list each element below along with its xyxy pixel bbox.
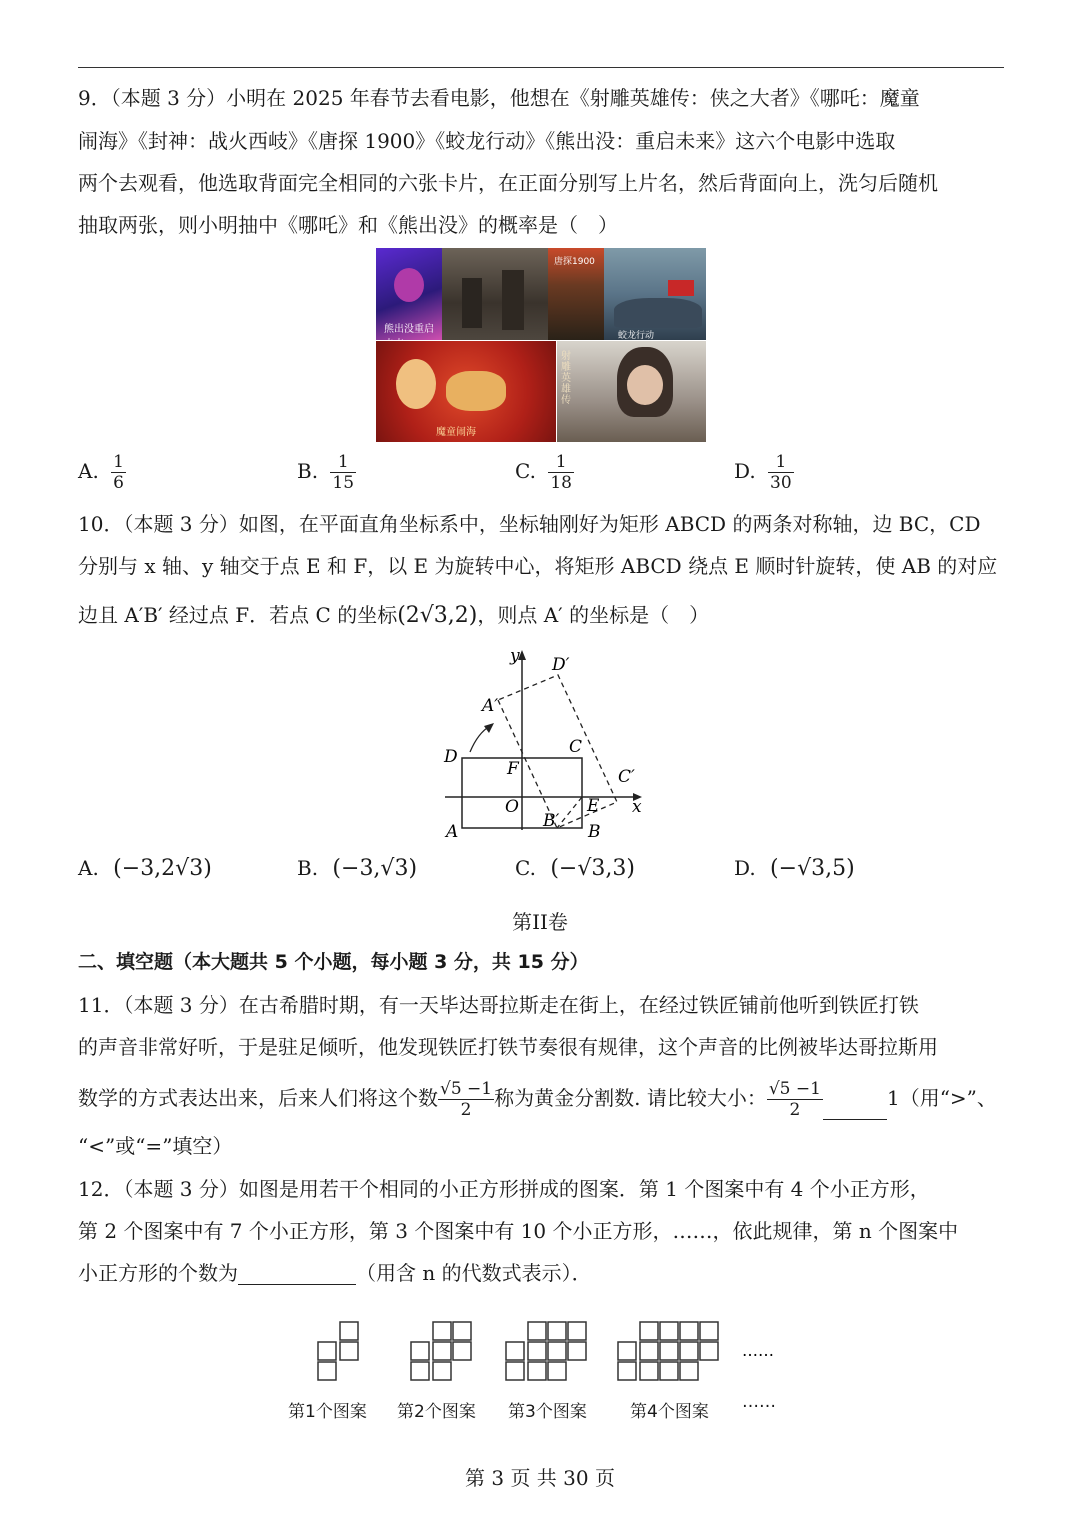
segment-e-b-prime	[557, 797, 582, 828]
label-b-prime: B′	[543, 811, 560, 831]
caption-continuation: ……	[742, 1392, 776, 1412]
option-label: C.	[515, 856, 536, 880]
label-c: C	[569, 737, 583, 757]
poster-tangtan	[548, 248, 604, 340]
pattern-3	[506, 1322, 586, 1380]
caption-pattern-2: 第2个图案	[397, 1402, 476, 1422]
q10-option-a[interactable]	[78, 856, 212, 881]
pattern-continuation-dots: ……	[742, 1341, 774, 1360]
header-rule	[78, 67, 1004, 68]
point-c-coordinate: (2√3,2)	[397, 603, 478, 628]
q10-line3-part2: ，则点 A′ 的坐标是（ ）	[477, 603, 710, 627]
q11-line2: 的声音非常好听，于是驻足倾听，他发现铁匠打铁节奏很有规律，这个声音的比例被毕达哥拉斯用	[78, 1035, 938, 1059]
caption-pattern-1: 第1个图案	[288, 1402, 367, 1422]
golden-ratio-fraction-compare	[767, 1079, 823, 1120]
denominator: 18	[550, 473, 572, 493]
pattern-2	[411, 1322, 471, 1380]
poster-bears	[376, 248, 442, 340]
q9-line4: 抽取两张，则小明抽中《哪吒》和《熊出没》的概率是（ ）	[78, 213, 618, 237]
denominator: 2	[460, 1100, 472, 1120]
label-d: D	[444, 747, 458, 767]
label-a: A	[446, 822, 459, 842]
fraction	[111, 452, 126, 493]
label-b: B	[588, 822, 601, 842]
q11-line3-part2: 称为黄金分割数. 请比较大小：	[494, 1086, 767, 1110]
q12-line3-part2: （用含 n 的代数式表示）．	[356, 1261, 592, 1285]
option-value: (−√3,5)	[770, 856, 855, 881]
caption-pattern-4: 第4个图案	[630, 1402, 709, 1422]
label-c-prime: C′	[618, 767, 635, 787]
poster-bears-title: 熊出没重启	[384, 324, 434, 335]
caption-pattern-3: 第3个图案	[508, 1402, 587, 1422]
option-label: D.	[734, 459, 756, 483]
q12-line3	[78, 1261, 592, 1285]
q12-line2: 第 2 个图案中有 7 个小正方形，第 3 个图案中有 10 个小正方形，……，依此规律，第 n 个图案中	[78, 1219, 959, 1243]
q9-option-b[interactable]	[297, 452, 356, 493]
q12-line1: 12．（本题 3 分）如图是用若干个相同的小正方形拼成的图案．第 1 个图案中有 4 个小正方形，	[78, 1177, 930, 1201]
golden-ratio-fraction	[438, 1079, 494, 1120]
label-a-prime: A′	[482, 696, 499, 716]
section-2-heading: 二、填空题（本大题共 5 个小题，每小题 3 分，共 15 分）	[78, 951, 589, 973]
square-patterns-figure	[300, 1318, 800, 1388]
label-o: O	[505, 797, 519, 817]
numerator: 1	[768, 452, 794, 473]
q9-option-c[interactable]	[515, 452, 574, 493]
rotation-arrowhead	[484, 723, 494, 733]
q10-line3-part1: 边且 A′B′ 经过点 F．若点 C 的坐标	[78, 603, 398, 627]
q10-option-b[interactable]	[297, 856, 417, 881]
option-label: A.	[78, 459, 99, 483]
denominator: 15	[332, 473, 355, 493]
numerator: 1	[548, 452, 574, 473]
option-label: A.	[78, 856, 99, 880]
q9-line2: 闹海》《封神：战火西岐》《唐探 1900》《蛟龙行动》《熊出没：重启未来》这六个电影中选取	[78, 129, 896, 153]
option-value: (−3,2√3)	[113, 856, 212, 881]
q11-line3-part1: 数学的方式表达出来，后来人们将这个数	[78, 1086, 438, 1110]
option-label: B.	[297, 856, 319, 880]
option-label: D.	[734, 856, 756, 880]
poster-shediao-title: 射雕英雄传	[561, 351, 571, 406]
q12-line3-part1: 小正方形的个数为	[78, 1261, 238, 1285]
poster-nezha-title: 魔童闹海	[436, 427, 476, 438]
pattern-4	[618, 1322, 718, 1380]
fraction	[330, 452, 356, 493]
option-label: C.	[515, 459, 536, 483]
label-y: y	[510, 646, 520, 666]
q9-line3: 两个去观看，他选取背面完全相同的六张卡片，在正面分别写上片名，然后背面向上，洗匀后随机	[78, 171, 938, 195]
label-x: x	[632, 797, 642, 817]
page-footer: 第 3 页 共 30 页	[465, 1466, 615, 1490]
q11-line4: “<”或“=”填空）	[78, 1134, 233, 1158]
fraction	[768, 452, 794, 493]
volume-heading: 第II卷	[512, 910, 568, 934]
q10-line3	[78, 603, 709, 628]
q12-answer-blank[interactable]	[238, 1264, 356, 1285]
q9-line1: 9．（本题 3 分）小明在 2025 年春节去看电影，他想在《射雕英雄传：侠之大者》《哪吒：魔童	[78, 86, 920, 110]
q11-line3	[78, 1076, 997, 1120]
q10-option-c[interactable]	[515, 856, 635, 881]
poster-tangtan-title: 唐探1900	[554, 257, 595, 267]
denominator: 6	[113, 473, 124, 493]
label-e: E	[587, 796, 600, 816]
poster-shediao	[557, 341, 706, 442]
q10-geometry-diagram	[430, 640, 660, 845]
q9-option-a[interactable]	[78, 452, 126, 493]
option-value: (−√3,3)	[550, 856, 635, 881]
movie-posters-image	[376, 248, 706, 442]
option-label: B.	[297, 459, 319, 483]
fraction	[548, 452, 574, 493]
denominator: 30	[770, 473, 792, 493]
label-d-prime: D′	[552, 655, 570, 675]
denominator: 2	[789, 1100, 801, 1120]
q11-line3-part3: 1（用“>”、	[886, 1086, 997, 1110]
option-value: (−3,√3)	[332, 856, 418, 881]
poster-jiaolong	[604, 248, 706, 340]
numerator: 1	[113, 452, 124, 472]
numerator: 1	[330, 452, 356, 473]
q10-line1: 10．（本题 3 分）如图，在平面直角坐标系中，坐标轴刚好为矩形 ABCD 的两条对称轴，边 BC，CD	[78, 512, 981, 536]
poster-fengshen	[442, 248, 548, 340]
q11-answer-blank[interactable]	[823, 1099, 887, 1120]
q9-option-d[interactable]	[734, 452, 794, 493]
label-f: F	[507, 759, 519, 779]
numerator: √5 −1	[440, 1079, 493, 1099]
poster-nezha	[376, 341, 556, 442]
q10-line2: 分别与 x 轴、y 轴交于点 E 和 F，以 E 为旋转中心，将矩形 ABCD 绕点 E 顺时针旋转，使 AB 的对应	[78, 554, 998, 578]
numerator: √5 −1	[768, 1079, 821, 1099]
pattern-1	[318, 1322, 358, 1380]
q11-line1: 11．（本题 3 分）在古希腊时期，有一天毕达哥拉斯走在街上，在经过铁匠铺前他听到铁匠打铁	[78, 993, 919, 1017]
q10-option-d[interactable]	[734, 856, 855, 881]
poster-jiaolong-title: 蛟龙行动	[618, 331, 655, 341]
